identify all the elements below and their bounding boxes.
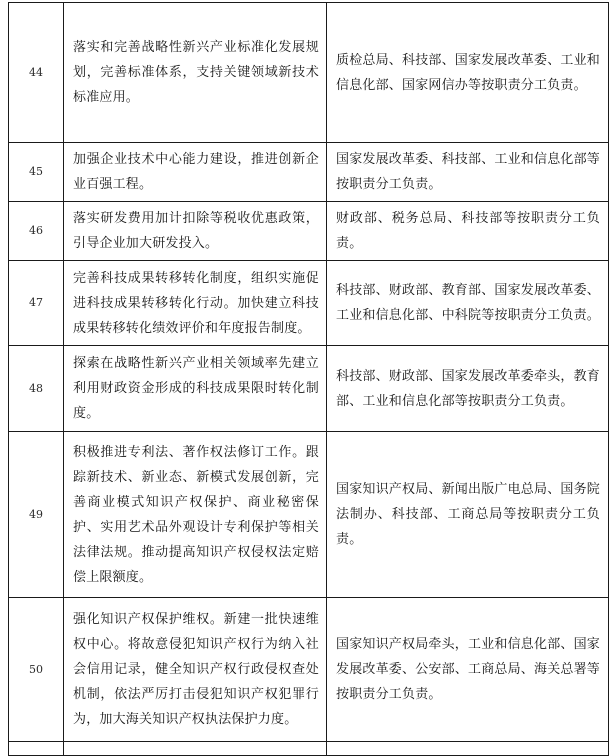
row-number: 49: [29, 507, 43, 521]
table-row: [9, 598, 609, 742]
task-cell: [64, 3, 327, 143]
owner-cell: [327, 3, 609, 143]
task-text: 强化知识产权保护维权。新建一批快速维权中心。将故意侵犯知识产权行为纳入社会信用记录，健全知识产权行政侵权查处机制，依法严厉打击侵犯知识产权犯罪行为，加大海关知识产权执法保护力度。: [73, 612, 319, 727]
owner-cell: [327, 742, 609, 756]
owner-text: 质检总局、科技部、国家发展改革委、工业和信息化部、国家网信办等按职责分工负责。: [336, 52, 601, 93]
row-number: 47: [29, 296, 43, 310]
task-cell: [64, 261, 327, 346]
task-cell: [64, 598, 327, 742]
table-body: [9, 3, 609, 756]
owner-text: 科技部、财政部、教育部、国家发展改革委、工业和信息化部、中科院等按职责分工负责。: [336, 283, 601, 323]
row-number-cell: [9, 202, 64, 261]
row-number-cell: [9, 742, 64, 756]
task-text: 积极推进专利法、著作权法修订工作。跟踪新技术、新业态、新模式发展创新，完善商业模式知识产权保护、商业秘密保护、实用艺术品外观设计专利保护等相关法律法规。推动提高知识产权侵权法定赔偿上限额度。: [73, 444, 319, 585]
task-cell: [64, 346, 327, 432]
tasks-table: [8, 2, 609, 756]
table-row: [9, 143, 609, 202]
row-number-cell: [9, 143, 64, 202]
table-row: [9, 432, 609, 598]
row-number-cell: [9, 3, 64, 143]
row-number: 50: [29, 662, 43, 676]
owner-cell: [327, 346, 609, 432]
row-number: 45: [29, 165, 43, 179]
owner-text: 国家知识产权局牵头，工业和信息化部、国家发展改革委、公安部、工商总局、海关总署等按职责分工负责。: [336, 637, 601, 702]
task-text: 探索在战略性新兴产业相关领域率先建立利用财政资金形成的科技成果限时转化制度。: [73, 356, 319, 421]
table-row: [9, 346, 609, 432]
owner-cell: [327, 432, 609, 598]
owner-cell: [327, 202, 609, 261]
row-number-cell: [9, 598, 64, 742]
owner-cell: [327, 261, 609, 346]
table-row: [9, 3, 609, 143]
task-cell: [64, 742, 327, 756]
owner-text: 国家发展改革委、科技部、工业和信息化部等按职责分工负责。: [336, 152, 601, 192]
table-row: [9, 202, 609, 261]
owner-text: 科技部、财政部、国家发展改革委牵头，教育部、工业和信息化部等按职责分工负责。: [336, 368, 601, 409]
task-text: 完善科技成果转移转化制度，组织实施促进科技成果转移转化行动。加快建立科技成果转移转化绩效评价和年度报告制度。: [73, 270, 319, 336]
row-number: 48: [29, 381, 43, 395]
owner-text: 财政部、税务总局、科技部等按职责分工负责。: [336, 211, 600, 251]
row-number-cell: [9, 432, 64, 598]
task-text: 落实和完善战略性新兴产业标准化发展规划，完善标准体系，支持关键领域新技术标准应用。: [73, 40, 319, 105]
task-cell: [64, 143, 327, 202]
task-cell: [64, 432, 327, 598]
row-number: 46: [29, 224, 43, 238]
task-text: 落实研发费用加计扣除等税收优惠政策，引导企业加大研发投入。: [73, 211, 319, 251]
owner-cell: [327, 598, 609, 742]
owner-cell: [327, 143, 609, 202]
row-number: 44: [29, 65, 43, 79]
row-number-cell: [9, 346, 64, 432]
table-row: [9, 261, 609, 346]
owner-text: 国家知识产权局、新闻出版广电总局、国务院法制办、科技部、工商总局等按职责分工负责。: [336, 482, 601, 547]
task-text: 加强企业技术中心能力建设，推进创新企业百强工程。: [73, 152, 319, 192]
task-cell: [64, 202, 327, 261]
table-row: [9, 742, 609, 756]
row-number-cell: [9, 261, 64, 346]
